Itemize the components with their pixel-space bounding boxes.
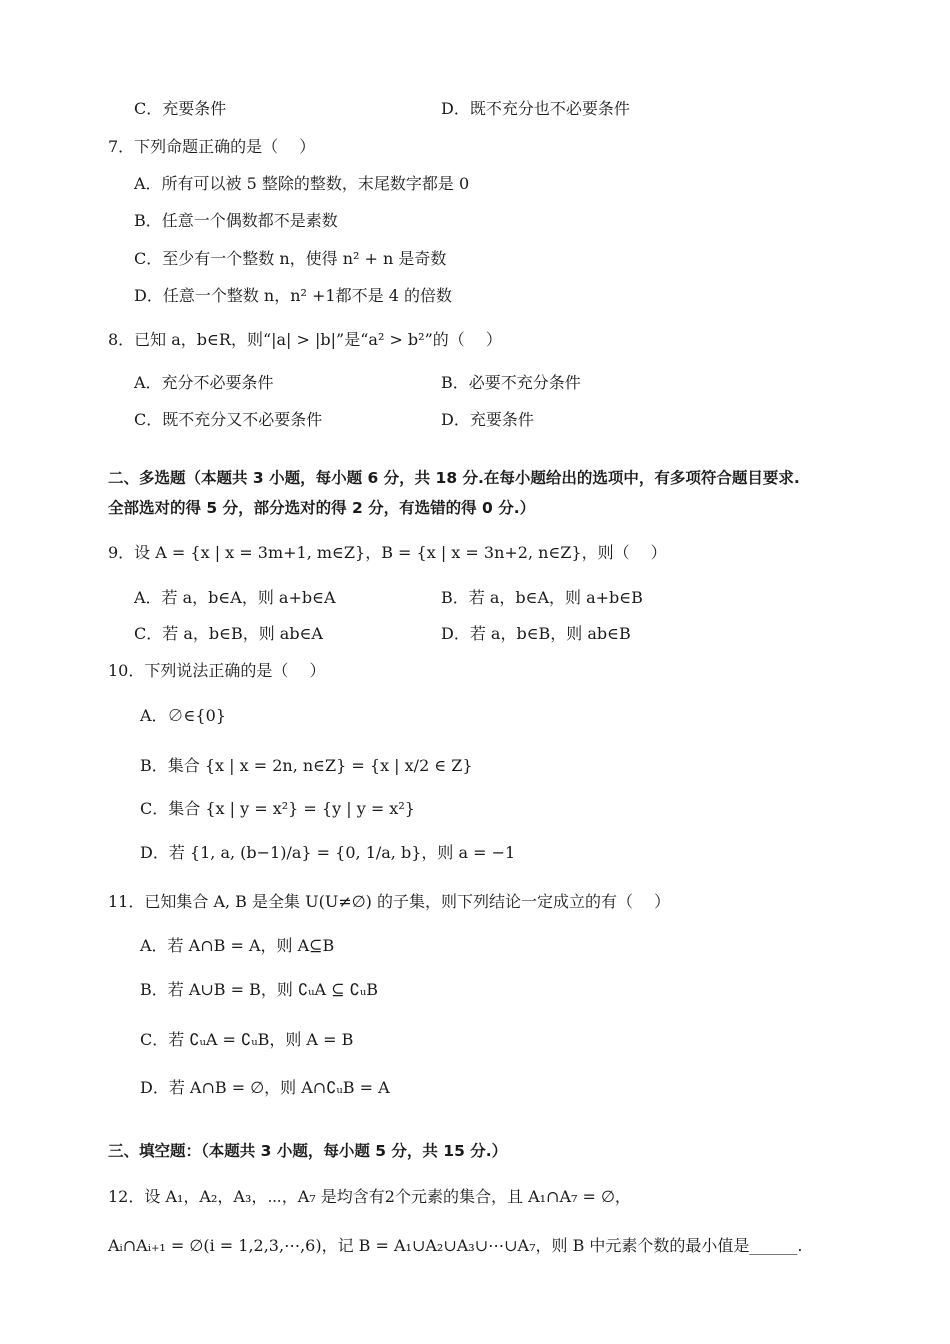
- q11-option-a: A．若 A∩B = A，则 A⊆B: [140, 936, 335, 955]
- q9-option-c: C．若 a，b∈B，则 ab∈A: [134, 624, 323, 643]
- q7-stem: 7．下列命题正确的是（ ）: [108, 137, 316, 156]
- section2-heading-line2: 全部选对的得 5 分，部分选对的得 2 分，有选错的得 0 分.）: [108, 499, 536, 517]
- q8-option-d: D．充要条件: [441, 410, 534, 429]
- q11-option-b: B．若 A∪B = B，则 ∁ᵤA ⊆ ∁ᵤB: [140, 980, 379, 999]
- q10-option-a: A．∅∈{0}: [140, 706, 226, 725]
- q9-option-a: A．若 a，b∈A，则 a+b∈A: [134, 588, 336, 607]
- q11-option-d: D．若 A∩B = ∅，则 A∩∁ᵤB = A: [140, 1078, 390, 1097]
- q12-line2: Aᵢ∩Aᵢ₊₁ = ∅(i = 1,2,3,⋯,6)，记 B = A₁∪A₂∪A₃∪⋯∪A₇，则 B 中元素个数的最小值是______.: [108, 1236, 803, 1255]
- q7-option-b: B．任意一个偶数都不是素数: [134, 211, 338, 230]
- q6-option-c: C．充要条件: [134, 99, 227, 118]
- q10-option-d: D．若 {1, a, (b−1)/a} = {0, 1/a, b}，则 a = −1: [140, 843, 516, 862]
- q10-option-c: C．集合 {x | y = x²} = {y | y = x²}: [140, 799, 415, 818]
- q11-stem: 11．已知集合 A, B 是全集 U(U≠∅) 的子集，则下列结论一定成立的有（ ）: [108, 892, 671, 911]
- section2-heading-line1: 二、多选题（本题共 3 小题，每小题 6 分，共 18 分.在每小题给出的选项中，有多项符合题目要求.: [108, 469, 800, 487]
- q8-option-c: C．既不充分又不必要条件: [134, 410, 323, 429]
- q9-stem: 9．设 A = {x | x = 3m+1, m∈Z}，B = {x | x = 3n+2, n∈Z}，则（ ）: [108, 543, 667, 562]
- q8-stem: 8．已知 a，b∈R，则“|a| > |b|”是“a² > b²”的（ ）: [108, 330, 502, 349]
- q6-option-d: D．既不充分也不必要条件: [441, 99, 630, 118]
- q10-option-b: B．集合 {x | x = 2n, n∈Z} = {x | x/2 ∈ Z}: [140, 756, 473, 775]
- q8-option-b: B．必要不充分条件: [441, 373, 581, 392]
- q11-option-c: C．若 ∁ᵤA = ∁ᵤB，则 A = B: [140, 1030, 354, 1049]
- q10-stem: 10．下列说法正确的是（ ）: [108, 661, 326, 680]
- q9-option-b: B．若 a，b∈A，则 a+b∈B: [441, 588, 643, 607]
- q7-option-c: C．至少有一个整数 n，使得 n² + n 是奇数: [134, 249, 447, 268]
- q7-option-d: D．任意一个整数 n，n² +1都不是 4 的倍数: [134, 286, 452, 305]
- q8-option-a: A．充分不必要条件: [134, 373, 274, 392]
- section3-heading: 三、填空题：（本题共 3 小题，每小题 5 分，共 15 分.）: [108, 1142, 508, 1160]
- q9-option-d: D．若 a，b∈B，则 ab∈B: [441, 624, 631, 643]
- q7-option-a: A．所有可以被 5 整除的整数，末尾数字都是 0: [134, 174, 470, 193]
- q12-line1: 12．设 A₁，A₂，A₃，⋯，A₇ 是均含有2个元素的集合，且 A₁∩A₇ = ∅，: [108, 1187, 631, 1206]
